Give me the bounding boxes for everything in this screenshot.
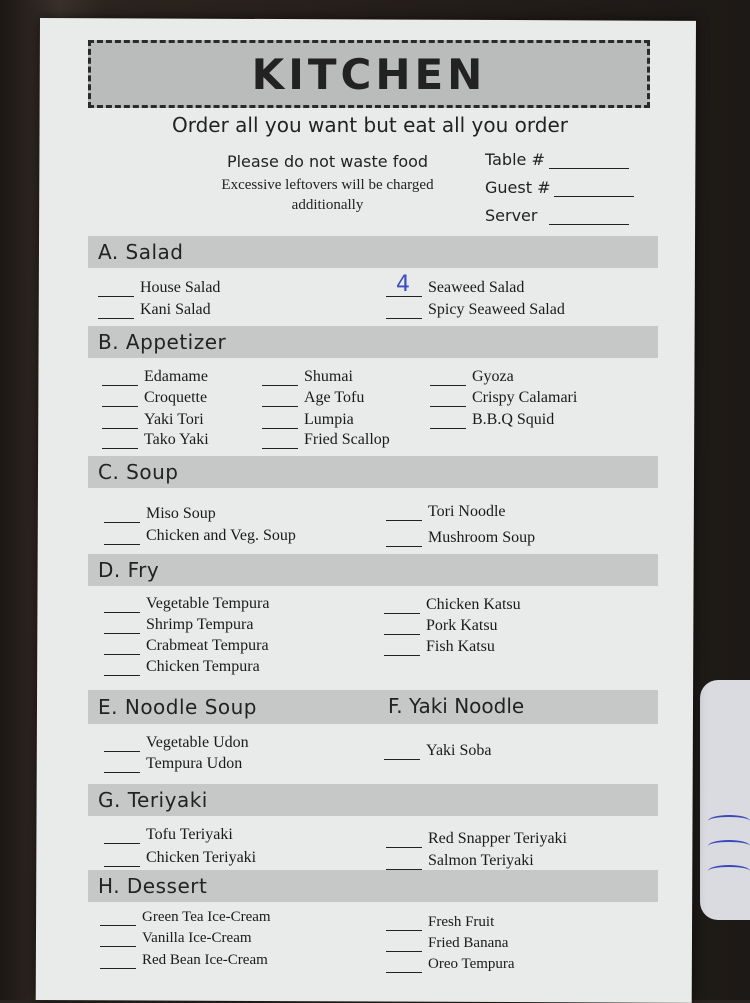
item-label: Age Tofu — [304, 389, 365, 406]
item-label: Edamame — [144, 368, 208, 385]
item-label: Red Snapper Teriyaki — [428, 830, 567, 847]
item-label: Gyoza — [472, 368, 514, 385]
qty-blank[interactable] — [430, 371, 466, 386]
waste-notice — [195, 152, 460, 215]
section-title: A. Salad — [98, 240, 184, 264]
section-title: H. Dessert — [98, 874, 208, 898]
section-title: G. Teriyaki — [98, 788, 208, 812]
qty-blank[interactable] — [386, 272, 422, 297]
qty-blank[interactable] — [104, 758, 140, 773]
menu-item[interactable] — [98, 279, 220, 297]
menu-item[interactable] — [102, 431, 209, 449]
napkin — [700, 680, 750, 920]
menu-item[interactable] — [104, 734, 249, 752]
guest-label: Guest # — [485, 178, 551, 197]
server-label: Server — [485, 206, 538, 225]
qty-blank[interactable] — [104, 829, 140, 844]
menu-item[interactable] — [386, 935, 508, 952]
section-title: F. Yaki Noodle — [388, 694, 525, 718]
motto: Order all you want but eat all you order — [171, 113, 568, 137]
qty-blank[interactable] — [104, 852, 140, 867]
menu-item[interactable] — [386, 272, 525, 297]
item-label: Tofu Teriyaki — [146, 826, 233, 843]
qty-blank[interactable] — [100, 932, 136, 947]
item-label: Pork Katsu — [426, 617, 498, 634]
qty-blank[interactable] — [384, 745, 420, 760]
qty-blank[interactable] — [386, 833, 422, 848]
item-label: Chicken Teriyaki — [146, 849, 257, 866]
item-label: Fresh Fruit — [428, 914, 495, 930]
qty-blank[interactable] — [386, 304, 422, 319]
section-title: D. Fry — [98, 558, 160, 582]
qty-blank[interactable] — [386, 937, 422, 952]
menu-item[interactable] — [384, 742, 492, 760]
menu-item[interactable] — [102, 411, 204, 429]
menu-item[interactable] — [262, 411, 354, 429]
menu-item[interactable] — [104, 616, 253, 634]
item-label: Fried Banana — [428, 935, 509, 951]
menu-item[interactable] — [386, 830, 567, 848]
item-label: Spicy Seaweed Salad — [428, 301, 565, 318]
item-label: Mushroom Soup — [428, 529, 536, 546]
notice-sub: Excessive leftovers will be charged additionally — [221, 177, 434, 213]
item-label: Crabmeat Tempura — [146, 637, 269, 654]
item-label: Fish Katsu — [426, 638, 495, 655]
menu-item[interactable] — [430, 389, 577, 407]
menu-item[interactable] — [102, 368, 208, 386]
item-label: Kani Salad — [140, 301, 211, 318]
qty-blank[interactable] — [104, 530, 140, 545]
qty-blank[interactable] — [386, 958, 422, 973]
server-line[interactable] — [549, 210, 629, 225]
guest-number-field[interactable] — [485, 178, 634, 197]
menu-item[interactable] — [100, 930, 252, 947]
item-label: Shumai — [304, 368, 353, 385]
section-title: B. Appetizer — [98, 330, 227, 354]
menu-item[interactable] — [262, 368, 353, 386]
section-dessert — [88, 870, 658, 902]
napkin-stripe — [708, 815, 750, 827]
table-number-field[interactable] — [485, 150, 629, 169]
menu-item[interactable] — [98, 301, 211, 319]
menu-item[interactable] — [384, 638, 495, 656]
menu-item[interactable] — [104, 849, 256, 867]
qty-blank[interactable] — [100, 954, 136, 969]
item-label: Oreo Tempura — [428, 956, 515, 972]
item-label: Fried Scallop — [304, 431, 390, 448]
qty-blank[interactable] — [262, 414, 298, 429]
item-label: Lumpia — [304, 411, 354, 428]
item-label: Crispy Calamari — [472, 389, 578, 406]
qty-blank[interactable] — [384, 641, 420, 656]
menu-item[interactable] — [104, 755, 242, 773]
qty-blank[interactable] — [262, 434, 298, 449]
menu-item[interactable] — [104, 505, 216, 523]
napkin-stripe — [708, 840, 750, 852]
qty-blank[interactable] — [104, 661, 140, 676]
menu-item[interactable] — [430, 411, 554, 429]
item-label: Salmon Teriyaki — [428, 852, 534, 869]
menu-item[interactable] — [386, 914, 494, 931]
qty-blank[interactable] — [386, 532, 422, 547]
qty-blank[interactable] — [104, 598, 140, 613]
menu-item[interactable] — [100, 952, 268, 969]
menu-item[interactable] — [384, 617, 498, 635]
item-label: Seaweed Salad — [428, 279, 525, 296]
section-salad — [88, 236, 658, 268]
qty-blank[interactable] — [98, 282, 134, 297]
qty-blank[interactable] — [100, 911, 136, 926]
qty-blank[interactable] — [384, 599, 420, 614]
qty-blank[interactable] — [102, 371, 138, 386]
item-label: Chicken and Veg. Soup — [146, 527, 296, 544]
item-label: Red Bean Ice-Cream — [142, 952, 268, 968]
napkin-stripe — [708, 865, 750, 877]
menu-item[interactable] — [104, 527, 296, 545]
qty-blank[interactable] — [104, 737, 140, 752]
qty-blank[interactable] — [386, 916, 422, 931]
menu-item[interactable] — [430, 368, 514, 386]
qty-blank[interactable] — [104, 640, 140, 655]
section-title: C. Soup — [98, 460, 179, 484]
server-field[interactable] — [485, 206, 629, 225]
section-teriyaki — [88, 784, 658, 816]
menu-item[interactable] — [104, 595, 269, 613]
guest-number-line[interactable] — [554, 182, 634, 197]
section-noodles — [88, 690, 658, 724]
section-title: E. Noodle Soup — [98, 695, 258, 719]
item-label: Chicken Tempura — [146, 658, 260, 675]
item-label: Shrimp Tempura — [146, 616, 254, 633]
qty-blank[interactable] — [102, 414, 138, 429]
qty-blank[interactable] — [262, 371, 298, 386]
qty-blank[interactable] — [430, 414, 466, 429]
menu-item[interactable] — [100, 909, 271, 926]
qty-blank[interactable] — [262, 392, 298, 407]
page-title: KITCHEN — [251, 49, 487, 99]
menu-item[interactable] — [384, 596, 521, 614]
qty-blank[interactable] — [102, 434, 138, 449]
menu-item[interactable] — [386, 503, 506, 521]
qty-blank[interactable] — [102, 392, 138, 407]
item-label: Tori Noodle — [428, 503, 506, 520]
qty-blank[interactable] — [384, 620, 420, 635]
menu-item[interactable] — [104, 826, 233, 844]
item-label: Green Tea Ice-Cream — [142, 909, 271, 925]
item-label: Tempura Udon — [146, 755, 243, 772]
menu-item[interactable] — [386, 852, 534, 870]
qty-blank[interactable] — [430, 392, 466, 407]
menu-item[interactable] — [386, 301, 565, 319]
menu-item[interactable] — [262, 431, 390, 449]
menu-item[interactable] — [104, 658, 260, 676]
item-label: House Salad — [140, 279, 221, 296]
notice-main: Please do not waste food — [226, 152, 429, 171]
qty-blank[interactable] — [104, 619, 140, 634]
qty-blank[interactable] — [386, 506, 422, 521]
title-banner — [88, 40, 650, 108]
menu-item[interactable] — [104, 637, 269, 655]
qty-blank[interactable] — [104, 508, 140, 523]
item-label: Tako Yaki — [144, 431, 209, 448]
menu-item[interactable] — [102, 389, 207, 407]
item-label: B.B.Q Squid — [472, 411, 555, 428]
section-soup — [88, 456, 658, 488]
section-fry — [88, 554, 658, 586]
table-label: Table # — [485, 150, 545, 169]
item-label: Vegetable Tempura — [146, 595, 270, 612]
item-label: Yaki Tori — [144, 411, 204, 428]
item-label: Miso Soup — [146, 505, 216, 522]
item-label: Vegetable Udon — [146, 734, 249, 751]
item-label: Vanilla Ice-Cream — [142, 930, 252, 946]
menu-item[interactable] — [262, 389, 364, 407]
menu-item[interactable] — [386, 956, 515, 973]
section-appetizer — [88, 326, 658, 358]
qty-blank[interactable] — [386, 855, 422, 870]
menu-item[interactable] — [386, 529, 535, 547]
handwritten-quantity: 4 — [396, 272, 410, 297]
table-number-line[interactable] — [549, 154, 629, 169]
item-label: Chicken Katsu — [426, 596, 521, 613]
item-label: Croquette — [144, 389, 208, 406]
item-label: Yaki Soba — [426, 742, 492, 759]
qty-blank[interactable] — [98, 304, 134, 319]
